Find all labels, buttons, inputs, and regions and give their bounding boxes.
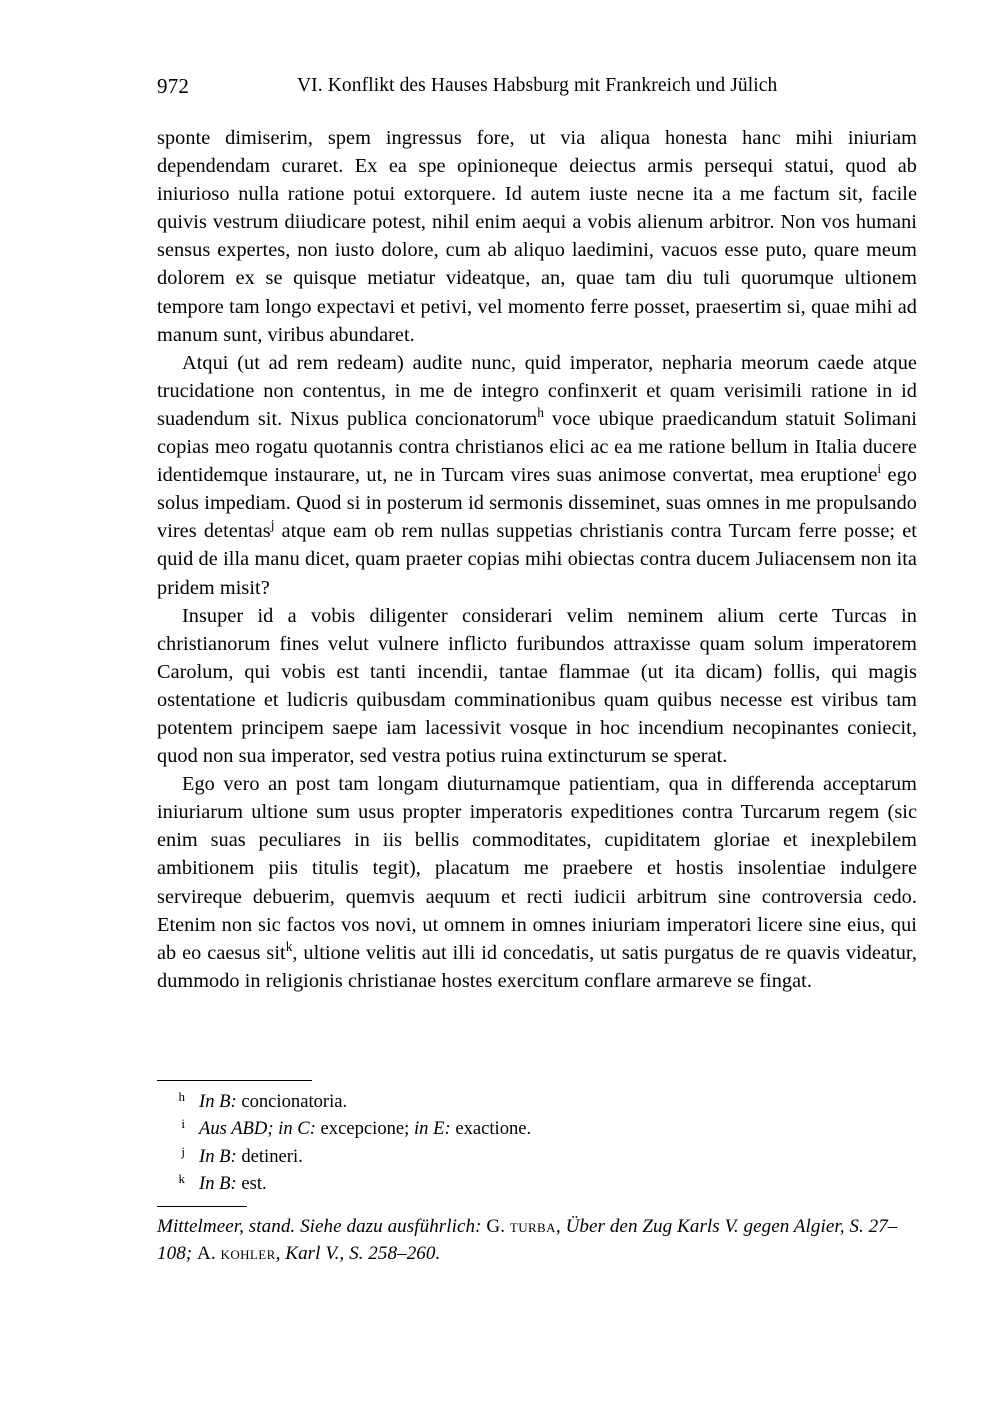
apparatus-reading-2: exactione. (450, 1118, 532, 1140)
apparatus-text (199, 1144, 917, 1170)
apparatus-marker[interactable]: k (178, 1171, 185, 1187)
apparatus-siglum: In B: (199, 1173, 237, 1195)
apparatus-text (199, 1089, 917, 1115)
bibnote-author1-initial: G. (486, 1216, 510, 1237)
text-run: atque eam ob rem nullas suppetias christianis contra Turcam ferre posse; et quid de illa manu dicet, quam praeter copias mihi obiectas contra ducem Juliacensem non ita pridem misit? (157, 520, 917, 599)
footnote-reference[interactable]: j (270, 517, 275, 533)
apparatus-siglum-2: in E: (414, 1118, 451, 1140)
text-run: , ultione velitis aut illi id concedatis, ut satis purgatus de re quavis videatur, dummodo in religionis christianae hostes exercitum conflare armareve se fingat. (157, 941, 918, 992)
bibliographic-note (157, 1206, 919, 1267)
apparatus-rule (157, 1080, 312, 1081)
footnote-reference[interactable]: k (285, 938, 293, 954)
text-run: voce ubique praedicandum statuit Solimani copias meo rogatu quotannis contra christianos elici ac ea me ratione bellum in Italia ducere identidemque instaurare, ut, ne in Turcam vires suas animose convertat, mea eruptione (157, 407, 917, 487)
text-run: sponte dimiserim, spem ingressus fore, ut via aliqua honesta hanc mihi iniuriam dependendam curaret. Ex ea spe opinioneque deiectus armis persequi statui, quod ab iniurioso nulla ratione potui extorquere. Id autem iuste necne ita a me factum sit, facile quivis vestrum diiudicare potest, nihil enim aequi a vobis alienum arbitror. Non vos humani sensus expertes, non iusto dolore, cum ab aliquo laedimini, vacuos esse puto, quare meum dolorem ex se quisque metiatur videatque, an, quae tam diu tuli quorumque ultionem tempore tam longo expectavi et petivi, vel momento ferre posset, praesertim si, quae mihi ad manum sunt, viribus abundaret. (157, 127, 917, 346)
apparatus-siglum: Aus ABD; in C: (199, 1118, 316, 1140)
apparatus-reading: detineri. (236, 1145, 303, 1167)
bibnote-rule (157, 1206, 247, 1207)
paragraph (157, 349, 917, 602)
text-run: Insuper id a vobis diligenter considerari velim neminem alium certe Turcas in christianorum fines velut vulnere inflicto furibundos attraxisse quam solum imperatorem Carolum, qui vobis est tanti incendii, tantae flammae (ut ita dicam) follis, qui magis ostentatione et ludicris quibusdam comminationibus quam quibus necesse est viribus tam potentem principem saepe iam lacessivit vosque in hoc incendium necopinantes coniecit, quod non sua imperator, sed vestra potius ruina extincturum se sperat. (157, 604, 917, 768)
apparatus-reading: est. (236, 1173, 267, 1195)
text-run: Atqui (ut ad rem redeam) audite nunc, quid imperator, nepharia meorum caede atque trucidatione non contentus, in me de integro confinxerit et quam verisimili ratione in id suadendum sit. Nixus publica concionatorum (157, 351, 917, 430)
paragraph (157, 770, 917, 995)
bibnote-author2-initial: A. (197, 1242, 221, 1264)
apparatus-reading: excepcione; (315, 1118, 414, 1140)
footnote-reference[interactable]: h (537, 405, 544, 421)
apparatus-marker[interactable]: j (181, 1143, 185, 1159)
apparatus-reading: concionatoria. (236, 1091, 348, 1112)
apparatus-text (199, 1116, 917, 1142)
apparatus-text (199, 1171, 917, 1197)
critical-apparatus (157, 1080, 917, 1199)
bibnote-author2-surname: kohler (220, 1242, 276, 1264)
apparatus-marker[interactable]: i (181, 1116, 185, 1132)
apparatus-entry (157, 1171, 917, 1198)
text-run: ego solus impediam. Quod si in posterum id sermonis disseminet, suas omnes in me propulsando vires detentas (157, 464, 917, 543)
bibnote-author1-surname: turba (509, 1216, 556, 1237)
bibnote-text (157, 1214, 919, 1267)
paragraph (157, 124, 917, 349)
paragraph (157, 602, 917, 771)
page-number: 972 (157, 74, 190, 98)
bibnote-work2: , Karl V., S. 258–260. (275, 1242, 441, 1264)
apparatus-siglum: In B: (199, 1145, 237, 1167)
running-head (157, 74, 915, 104)
apparatus-entry (157, 1144, 917, 1171)
text-run: Ego vero an post tam longam diuturnamque patientiam, qua in differenda acceptarum iniuriarum ultione sum usus propter imperatoris expeditiones contra Turcarum regem (sic enim suas peculiares in iis bellis commoditates, cupiditatem gloriae et inexplebilem ambitionem piis titulis tegit), placatum me praebere et hostis insolentiae indulgere servireque debuerim, quemvis aequum et recti iudicii arbitrum sine controversia cedo. Etenim non sic factos vos novi, ut omnem in omnes iniuriam imperatori licere sine eius, qui ab eo caesus sit (157, 773, 917, 964)
footnote-reference[interactable]: i (877, 461, 882, 477)
apparatus-marker[interactable]: h (178, 1089, 185, 1104)
body-text-block (157, 124, 917, 995)
apparatus-siglum: In B: (199, 1091, 237, 1112)
bibnote-work1: , Über den Zug Karls V. gegen Algier, S. 27–108; (157, 1216, 898, 1264)
running-title: VI. Konflikt des Hauses Habsburg mit Frankreich und Jülich (297, 75, 778, 96)
apparatus-entry (157, 1116, 917, 1143)
apparatus-list (157, 1089, 917, 1199)
apparatus-entry (157, 1089, 917, 1116)
bibnote-lead: Mittelmeer, stand. Siehe dazu ausführlich: (157, 1216, 487, 1237)
